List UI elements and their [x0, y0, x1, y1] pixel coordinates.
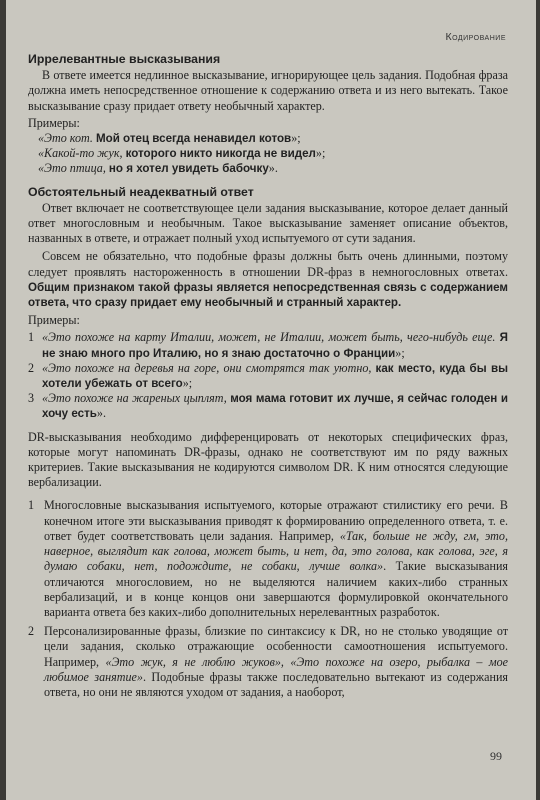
section-heading-irrelevant: Иррелевантные высказывания [28, 52, 221, 66]
examples-label: Примеры: [28, 115, 80, 130]
section-paragraph: В ответе имеется недлинное высказывание, игнорирующее цель задания. Подобная фраза должна иметь непосредственное отношение к содержанию ответа и из него вытекать. Такое высказывание сразу придает ответу необычный характер. [28, 68, 508, 113]
page-number: 99 [490, 748, 502, 763]
list-item: 1 Многословные высказывания испытуемого, которые отражают стилистику его речи. В конечном итоге эти высказывания приводят к формированию определенного ответа, т. е. ответ будет соответствовать цели задания. Например, «Так, больше не жду, гм, это, наверное, выглядит как голова, может быть, и нет, да, это голова, как голова, эге, я думаю собаки, нет, подождите, не собаки, лучше волка». Такие высказывания отличаются многословием, но не выделяются наличием каких-либо странных вербализаций, и в конце концов они завершаются формулировкой окончательного варианта ответа без каких-либо дополнительных нерелевантных разработок. [28, 498, 508, 619]
list-item: 2 «Это похоже на деревья на горе, они смотрятся так уютно, как место, куда бы вы хотели убежать от всего»; [28, 360, 508, 391]
example-line: «Это кот. Мой отец всегда ненавидел котов»; [38, 131, 301, 146]
section-paragraph: Совсем не обязательно, что подобные фразы должны быть очень длинными, поэтому следует проявлять настороженность в отношении DR-фраз в немногословных ответах. Общим признаком такой фразы является непосредственная связь с содержанием ответа, что сразу придает ему необычный и странный характер. [28, 249, 508, 310]
rule-list [28, 498, 508, 700]
section-paragraph: Ответ включает не соответствующее цели задания высказывание, которое делает данный ответ многословным и необычным. Такое высказывание заменяет описание объектов, названных в ответе, и отражает полный уход испытуемого от сути задания. [28, 200, 508, 246]
example-line: «Какой-то жук, которого никто никогда не видел»; [38, 146, 326, 161]
list-item: 3 «Это похоже на жареных цыплят, моя мама готовит их лучше, я сейчас голоден и хочу есть». [28, 391, 508, 421]
running-header: Кодирование [445, 31, 506, 43]
examples-label: Примеры: [28, 313, 80, 328]
example-list [28, 330, 508, 421]
main-paragraph: DR-высказывания необходимо дифференцировать от некоторых специфических фраз, которые могут напоминать DR-фразы, однако не соответствуют им по ряду важных критериев. Такие высказывания не кодируются символом DR. К ним относятся следующие вербализации. [28, 429, 508, 490]
section-heading-inadequate: Обстоятельный неадекватный ответ [28, 184, 254, 199]
book-page [6, 0, 536, 800]
list-item: 1 «Это похоже на карту Италии, может, не Италии, может быть, чего-нибудь еще. Я не знаю много про Италию, но я знаю достаточно о Франции»; [28, 330, 508, 360]
list-item: 2 Персонализированные фразы, близкие по синтаксису к DR, но не столько уводящие от цели задания, сколько отражающие особенности самоотношения испытуемого. Например, «Это жук, я не люблю жуков», «Это похоже на озеро, рыбалка – мое любимое занятие». Подобные фразы также последовательно вытекают из содержания ответа, но они не являются уходом от задания, а наоборот, [28, 624, 508, 699]
example-line: «Это птица, но я хотел увидеть бабочку». [38, 161, 278, 176]
